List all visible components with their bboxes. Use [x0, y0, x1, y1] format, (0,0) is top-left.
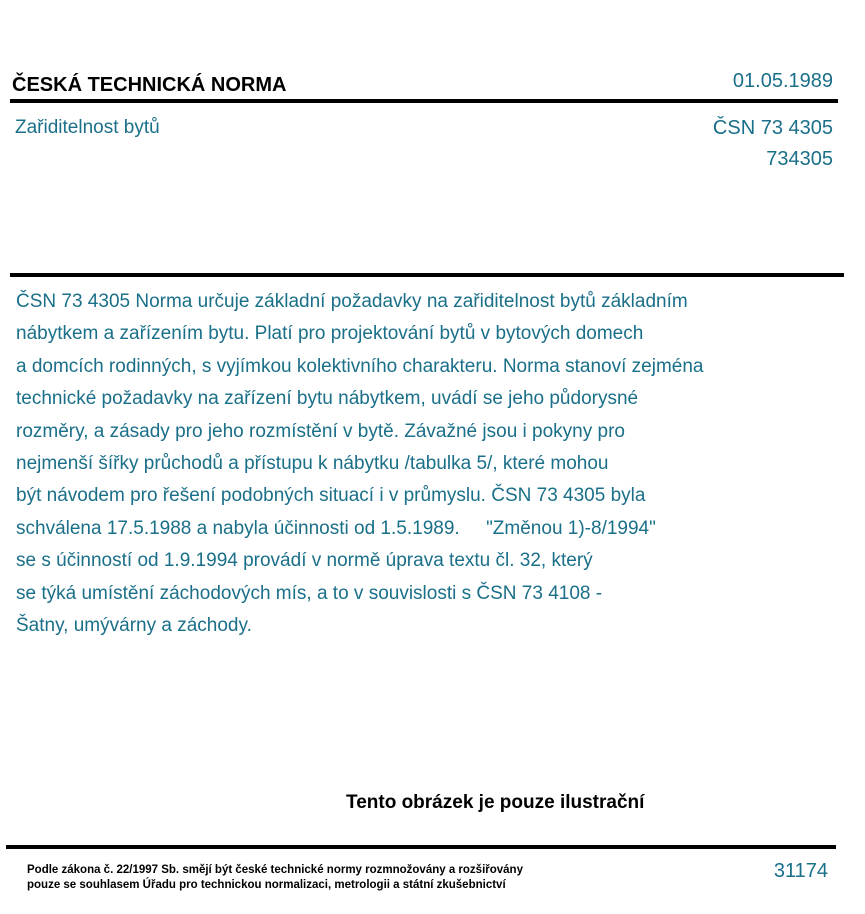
abstract-line: Šatny, umývárny a záchody. [16, 615, 252, 637]
abstract-line: rozměry, a zásady pro jeho rozmístění v bytě. Závažné jsou i pokyny pro [16, 420, 625, 442]
legal-notice [27, 863, 523, 893]
standard-header-title: ČESKÁ TECHNICKÁ NORMA [12, 74, 287, 96]
document-title: Zařiditelnost bytů [15, 117, 160, 138]
publication-date: 01.05.1989 [732, 70, 833, 92]
abstract-line: být návodem pro řešení podobných situací i v průmyslu. ČSN 73 4305 byla [16, 485, 646, 507]
header-divider [10, 99, 838, 103]
abstract-line: nejmenší šířky průchodů a přístupu k nábytku /tabulka 5/, které mohou [16, 453, 609, 475]
legal-notice-line: Podle zákona č. 22/1997 Sb. smějí být české technické normy rozmnožovány a rozšiřovány [27, 864, 523, 876]
footer-divider [6, 845, 836, 849]
abstract-text [16, 286, 816, 642]
abstract-line: a domcích rodinných, s vyjímkou kolektivního charakteru. Norma stanoví zejména [16, 355, 704, 377]
catalog-number: 734305 [766, 148, 833, 170]
section-divider [10, 273, 844, 277]
standard-code: ČSN 73 4305 [712, 117, 833, 139]
footer-code: 31174 [773, 860, 828, 882]
abstract-line: se týká umístění záchodových mís, a to v souvislosti s ČSN 73 4108 - [16, 582, 603, 604]
abstract-line: technické požadavky na zařízení bytu nábytkem, uvádí se jeho půdorysné [16, 388, 639, 410]
abstract-line: se s účinností od 1.9.1994 provádí v normě úprava textu čl. 32, který [16, 550, 593, 572]
abstract-line: ČSN 73 4305 Norma určuje základní požadavky na zařiditelnost bytů základním [16, 291, 688, 312]
abstract-line: nábytkem a zařízením bytu. Platí pro projektování bytů v bytových domech [16, 323, 644, 345]
illustration-notice: Tento obrázek je pouze ilustrační [346, 792, 645, 813]
abstract-line: schválena 17.5.1988 a nabyla účinnosti od 1.5.1989. "Změnou 1)-8/1994" [16, 517, 656, 539]
legal-notice-line: pouze se souhlasem Úřadu pro technickou normalizaci, metrologii a státní zkušebnictví [27, 879, 506, 891]
